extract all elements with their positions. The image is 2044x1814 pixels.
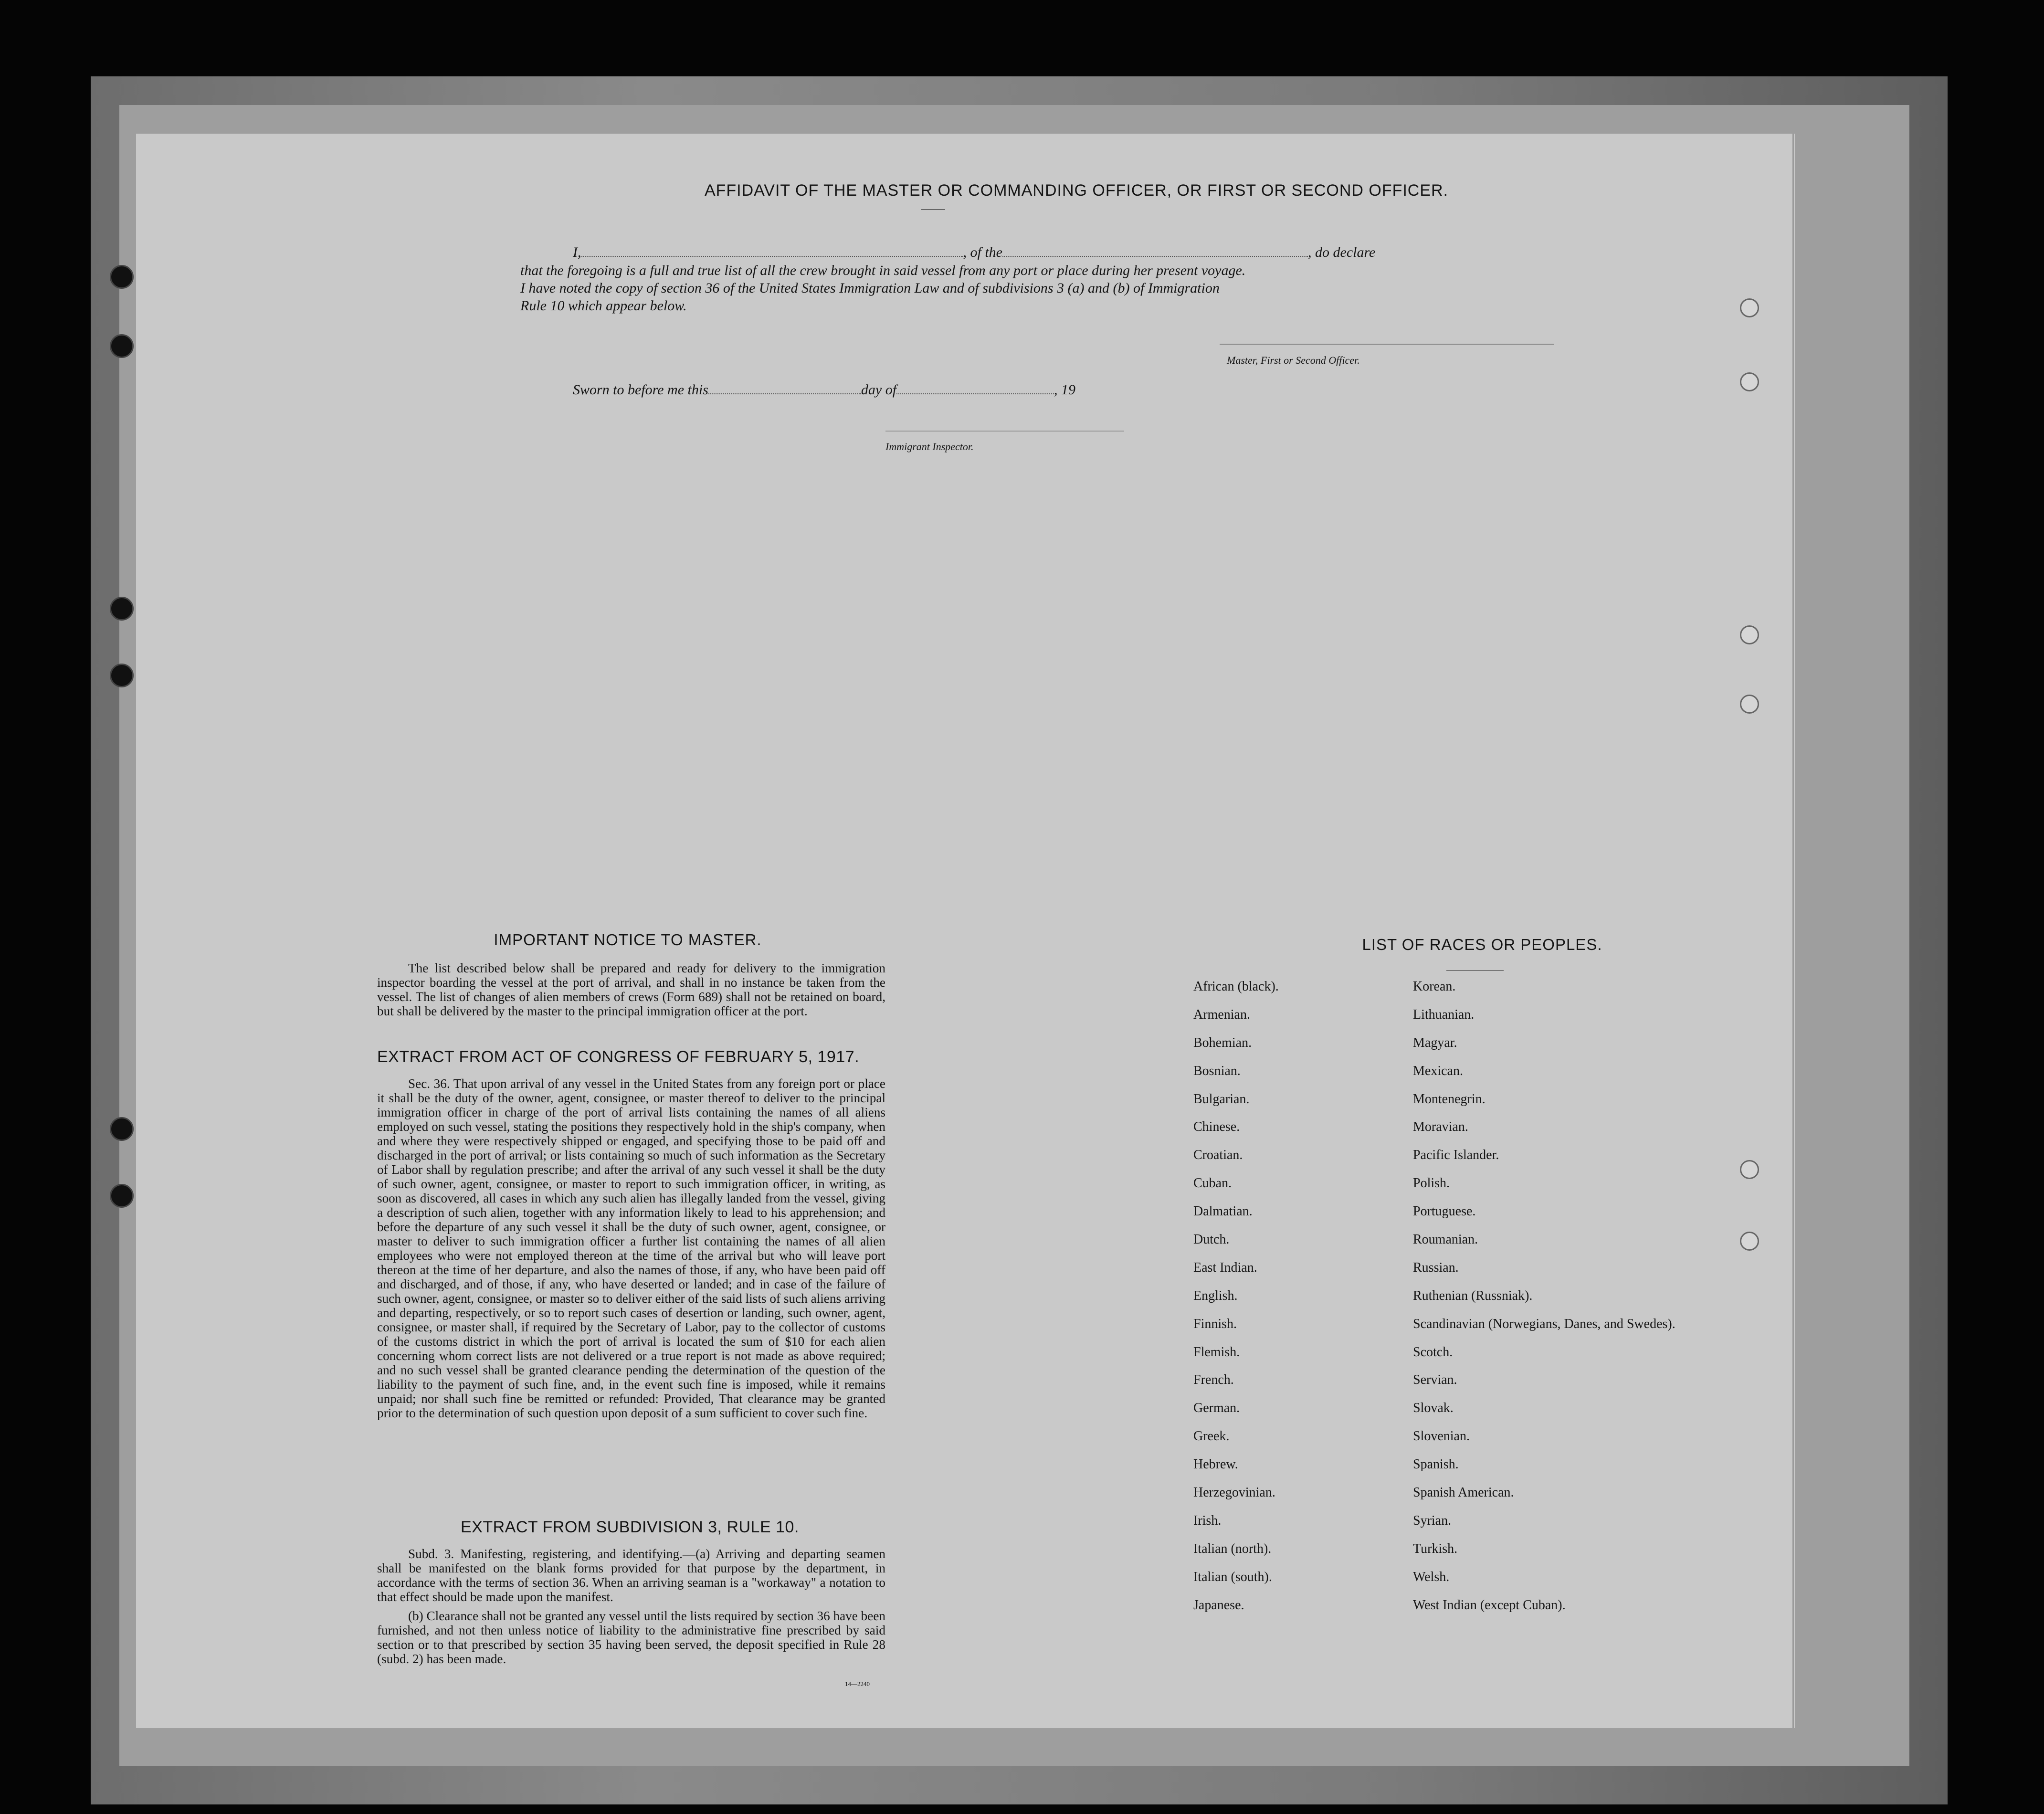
- race-item: Bosnian.: [1193, 1063, 1241, 1078]
- name-blank: [581, 255, 963, 257]
- punch-hole: [110, 597, 134, 621]
- sworn-month-blank: [896, 393, 1054, 394]
- race-item: Spanish American.: [1413, 1485, 1514, 1500]
- race-item: West Indian (except Cuban).: [1413, 1597, 1566, 1613]
- punch-hole: [110, 265, 134, 289]
- race-item: Servian.: [1413, 1372, 1457, 1388]
- race-item: Montenegrin.: [1413, 1091, 1486, 1107]
- act-extract-title: EXTRACT FROM ACT OF CONGRESS OF FEBRUARY 5, 1917.: [377, 1048, 860, 1066]
- race-item: Dalmatian.: [1193, 1204, 1253, 1219]
- race-item: East Indian.: [1193, 1260, 1257, 1275]
- binder-ring: [1740, 1160, 1759, 1179]
- form-code: 14—2240: [845, 1680, 870, 1687]
- affidavit-line-3: I have noted the copy of section 36 of the United States Immigration Law and of subdivisions 3 (a) and (b) of Immigration: [520, 280, 1220, 296]
- race-item: Bulgarian.: [1193, 1091, 1250, 1107]
- punch-hole: [110, 334, 134, 358]
- sworn-text: Sworn to before me this: [573, 382, 708, 398]
- race-item: Slovak.: [1413, 1401, 1454, 1416]
- race-item: Korean.: [1413, 979, 1456, 994]
- race-item: Scandinavian (Norwegians, Danes, and Swedes).: [1413, 1316, 1675, 1331]
- race-item: Russian.: [1413, 1260, 1459, 1275]
- race-item: Italian (south).: [1193, 1569, 1272, 1584]
- race-item: French.: [1193, 1372, 1234, 1388]
- affidavit-line-1: [573, 244, 1375, 261]
- races-right-column: [1413, 980, 1675, 1626]
- race-item: Bohemian.: [1193, 1035, 1252, 1050]
- rule-extract-text-a: Subd. 3. Manifesting, registering, and identifying.—(a) Arriving and departing seamen shall be manifested on the blank forms provided for that purpose by the department, in accordance with the terms of section 36. When an arriving seaman is a "workaway" a notation to that effect should be made upon the manifest.: [377, 1547, 885, 1604]
- race-item: Magyar.: [1413, 1035, 1457, 1050]
- races-title-underline: [1446, 970, 1504, 971]
- inspector-label: Immigrant Inspector.: [885, 441, 974, 453]
- race-item: Hebrew.: [1193, 1457, 1238, 1472]
- race-item: Flemish.: [1193, 1344, 1240, 1360]
- race-item: Dutch.: [1193, 1232, 1230, 1247]
- race-item: Moravian.: [1413, 1119, 1468, 1135]
- race-item: Cuban.: [1193, 1176, 1232, 1191]
- day-of-label: day of: [861, 382, 897, 398]
- race-item: Spanish.: [1413, 1457, 1459, 1472]
- binder-ring: [1740, 372, 1759, 391]
- race-item: Pacific Islander.: [1413, 1148, 1499, 1163]
- manifest-page: [136, 134, 1795, 1728]
- races-title: LIST OF RACES OR PEOPLES.: [1362, 936, 1602, 953]
- affidavit-line-2: that the foregoing is a full and true list of all the crew brought in said vessel from any port or place during her present voyage.: [520, 263, 1246, 278]
- master-label: Master, First or Second Officer.: [1227, 354, 1360, 366]
- right-margin-rule: [1792, 134, 1794, 1728]
- race-item: English.: [1193, 1288, 1238, 1303]
- affidavit-title: AFFIDAVIT OF THE MASTER OR COMMANDING OFFICER, OR FIRST OR SECOND OFFICER.: [704, 181, 1449, 200]
- affidavit-declare-label: , do declare: [1308, 244, 1376, 260]
- sworn-line: [573, 382, 1075, 398]
- race-item: Greek.: [1193, 1429, 1230, 1444]
- affidavit-line-4: Rule 10 which appear below.: [520, 298, 687, 314]
- race-item: Ruthenian (Russniak).: [1413, 1288, 1533, 1303]
- affidavit-of-label: , of the: [963, 244, 1002, 260]
- race-item: Japanese.: [1193, 1597, 1244, 1613]
- race-item: Armenian.: [1193, 1007, 1250, 1022]
- race-item: Mexican.: [1413, 1063, 1463, 1078]
- race-item: Lithuanian.: [1413, 1007, 1475, 1022]
- year-prefix: , 19: [1054, 382, 1076, 398]
- act-extract-text: Sec. 36. That upon arrival of any vessel in the United States from any foreign port or place it shall be the duty of the owner, agent, consignee, or master thereof to deliver to the principal immigration officer in charge of the port of arrival lists containing the names of all aliens employed on such vessel, stating the positions they respectively hold in the ship's company, when and where they were respectively shipped or engaged, and specifying those to be paid off and discharged in the port of arrival; or lists containing so much of such information as the Secretary of Labor shall by regulation prescribe; and after the arrival of any such vessel it shall be the duty of such owner, agent, consignee, or master to report to such immigration officer, in writing, as soon as discovered, all cases in which any such alien has illegally landed from the vessel, giving a description of such alien, together with any information likely to lead to his apprehension; and before the departure of any such vessel it shall be the duty of such owner, agent, consignee, or master to deliver to such immigration officer a further list containing the names of all alien employees who were not employed thereon at the time of the arrival but who will leave port thereon at the time of her departure, and also the names of those, if any, who have been paid off and discharged, and of those, if any, who have deserted or landed; and in case of the failure of such owner, agent, consignee, or master so to deliver either of the said lists of such aliens arriving and departing, respectively, or so to report such cases of desertion or landing, such owner, agent, consignee, or master shall, if required by the Secretary of Labor, pay to the collector of customs of the customs district in which the port of arrival is located the sum of $10 for each alien concerning whom correct lists are not delivered or a true report is not made as above required; and no such vessel shall be granted clearance pending the determination of the question of the liability to the payment of such fine, and, in the event such fine is imposed, while it remains unpaid; nor shall such fine be remitted or refunded: Provided, That clearance may be granted prior to the determination of such question upon deposit of a sum sufficient to cover such fine.: [377, 1076, 885, 1420]
- race-item: Syrian.: [1413, 1513, 1452, 1528]
- notice-title: IMPORTANT NOTICE TO MASTER.: [494, 931, 762, 949]
- sworn-day-blank: [708, 393, 861, 394]
- race-item: Roumanian.: [1413, 1232, 1478, 1247]
- binder-ring: [1740, 625, 1759, 644]
- race-item: Herzegovinian.: [1193, 1485, 1275, 1500]
- affidavit-i-label: I,: [573, 244, 581, 260]
- race-item: Chinese.: [1193, 1119, 1240, 1135]
- punch-hole: [110, 1184, 134, 1208]
- race-item: Welsh.: [1413, 1569, 1450, 1584]
- race-item: Italian (north).: [1193, 1541, 1272, 1556]
- binder-ring: [1740, 1232, 1759, 1251]
- races-left-column: [1193, 980, 1279, 1626]
- binder-ring: [1740, 695, 1759, 714]
- race-item: Croatian.: [1193, 1148, 1243, 1163]
- punch-hole: [110, 1117, 134, 1141]
- race-item: Slovenian.: [1413, 1429, 1470, 1444]
- race-item: African (black).: [1193, 979, 1279, 994]
- race-item: Polish.: [1413, 1176, 1450, 1191]
- race-item: Finnish.: [1193, 1316, 1237, 1331]
- race-item: German.: [1193, 1401, 1240, 1416]
- rule-extract-title: EXTRACT FROM SUBDIVISION 3, RULE 10.: [461, 1518, 799, 1536]
- punch-hole: [110, 664, 134, 687]
- master-signature-line: [1220, 344, 1554, 345]
- vessel-blank: [1002, 255, 1308, 257]
- race-item: Scotch.: [1413, 1344, 1453, 1360]
- rule-extract-text-b: (b) Clearance shall not be granted any vessel until the lists required by section 36 have been furnished, and not then unless notice of liability to the administrative fine prescribed by said section or to that prescribed by section 35 having been served, the deposit specified in Rule 28 (subd. 2) has been made.: [377, 1609, 885, 1666]
- race-item: Irish.: [1193, 1513, 1222, 1528]
- race-item: Turkish.: [1413, 1541, 1458, 1556]
- binder-ring: [1740, 298, 1759, 317]
- inspector-signature-line: [885, 431, 1124, 432]
- race-item: Portuguese.: [1413, 1204, 1476, 1219]
- title-underline: [921, 209, 945, 210]
- notice-text: The list described below shall be prepared and ready for delivery to the immigration inspector boarding the vessel at the port of arrival, and shall in no instance be taken from the vessel. The list of changes of alien members of crews (Form 689) shall not be retained on board, but shall be delivered by the master to the principal immigration officer at the port.: [377, 961, 885, 1018]
